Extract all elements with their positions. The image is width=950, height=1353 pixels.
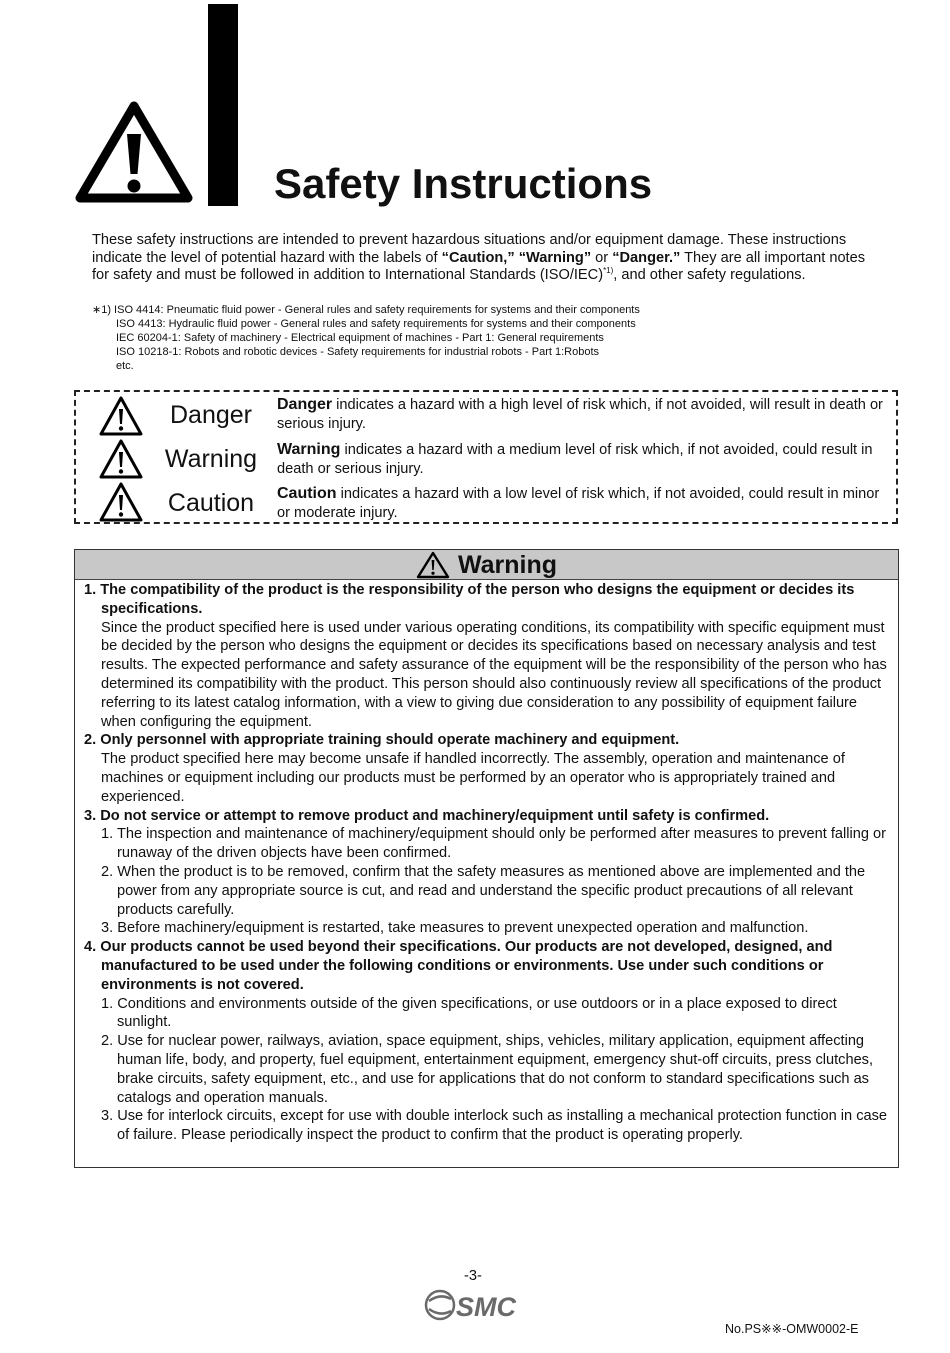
intro-paragraph: These safety instructions are intended to prevent hazardous situations and/or equipment damage. These instructions indicate the level of potential hazard with the labels of “Caution,” “Warning” or “Danger.” They are all important notes for safety and must be followed in addition to International Standards $(ISO/IEC)^{*1)}$, and other safety regulations.	[92, 232, 866, 284]
svg-text:SMC: SMC	[456, 1292, 516, 1322]
warning-section-title: Warning	[457, 551, 558, 579]
smc-logo	[424, 1288, 530, 1322]
warning-triangle-icon	[98, 481, 144, 523]
legend-label-warning: Warning	[164, 445, 258, 473]
legend-label-caution: Caution	[167, 489, 255, 517]
legend-text-danger: Danger indicates a hazard with a high level of risk which, if not avoided, will result in death or serious injury.	[277, 396, 883, 432]
warning-item-heading: 2. Only personnel with appropriate training should operate machinery and equipment.	[84, 732, 680, 749]
legend-text-warning: Warning indicates a hazard with a medium level of risk which, if not avoided, could result in death or serious injury.	[277, 441, 873, 477]
legend-label-danger: Danger	[170, 401, 252, 429]
footnote-mark: *1)	[603, 266, 614, 276]
warning-section	[74, 549, 899, 1168]
warning-triangle-icon	[98, 395, 144, 437]
warning-triangle-icon	[72, 98, 196, 206]
warning-subitem: 2. When the product is to be removed, confirm that the safety measures as mentioned above are implemented and the power from any appropriate source is cut, and read and understand the specific product precautions of all relevant products carefully.	[101, 863, 866, 918]
page-number: -3-	[464, 1268, 482, 1284]
reference-item: ISO 10218-1: Robots and robotic devices - Safety requirements for industrial robots - Part 1:Robots	[116, 346, 600, 358]
warning-item-body: Since the product specified here is used under various operating conditions, its compatibility with specific equipment must be decided by the person who designs the equipment or decides its specifications based on necessary analysis and test results. The expected performance and safety assurance of the equipment will be the responsibility of the person who has determined its compatibility with the product. This person should also continuously review all specifications of the product referring to its latest catalog information, with a view to giving due consideration to any possibility of equipment failure when configuring the equipment.	[101, 619, 887, 730]
references-list	[92, 303, 892, 373]
page-title: Safety Instructions	[274, 160, 653, 207]
warning-triangle-icon	[98, 438, 144, 480]
warning-section-body	[84, 581, 894, 1145]
warning-item-body: The product specified here may become unsafe if handled incorrectly. The assembly, operation and maintenance of machines or equipment including our products must be performed by an operator who is appropriately trained and experienced.	[101, 751, 845, 805]
warning-triangle-icon	[416, 551, 450, 579]
warning-subitem: 3. Before machinery/equipment is restarted, take measures to prevent unexpected operation and malfunction.	[101, 920, 809, 937]
warning-subitem: 1. The inspection and maintenance of machinery/equipment should only be performed after measures to prevent falling or runaway of the driven objects have been confirmed.	[101, 826, 887, 862]
reference-item: ∗1) ISO 4414: Pneumatic fluid power - General rules and safety requirements for systems and their components	[92, 304, 640, 316]
hazard-legend	[74, 390, 898, 524]
reference-item: IEC 60204-1: Safety of machinery - Electrical equipment of machines - Part 1: General requirements	[116, 332, 604, 344]
legend-text-caution: Caution indicates a hazard with a low level of risk which, if not avoided, could result in minor or moderate injury.	[277, 485, 880, 521]
document-number: No.PS※※-OMW0002-E	[725, 1322, 859, 1336]
reference-item: etc.	[116, 360, 134, 372]
warning-section-header	[75, 550, 898, 580]
reference-item: ISO 4413: Hydraulic fluid power - General rules and safety requirements for systems and their components	[116, 318, 636, 330]
warning-item-heading: 1. The compatibility of the product is the responsibility of the person who designs the equipment or decides its specifications.	[84, 582, 855, 617]
warning-item-heading: 4. Our products cannot be used beyond their specifications. Our products are not developed, designed, and manufactured to be used under the following conditions or environments. Use under such conditions or environments is not covered.	[84, 939, 833, 993]
title-bar-decoration	[208, 4, 238, 206]
warning-subitem: 1. Conditions and environments outside of the given specifications, or use outdoors or in a place exposed to direct sunlight.	[101, 995, 837, 1031]
warning-subitem: 3. Use for interlock circuits, except for use with double interlock such as installing a mechanical protection function in case of failure. Please periodically inspect the product to confirm that the product is operating properly.	[101, 1108, 888, 1144]
warning-item-heading: 3. Do not service or attempt to remove product and machinery/equipment until safety is confirmed.	[84, 807, 770, 824]
warning-subitem: 2. Use for nuclear power, railways, aviation, space equipment, ships, vehicles, military application, equipment affecting human life, body, and property, fuel equipment, entertainment equipment, emergency shut-off circuits, press clutches, brake circuits, safety equipment, etc., and use for applications that do not conform to standard specifications such as catalogs and operation manuals.	[101, 1033, 874, 1106]
